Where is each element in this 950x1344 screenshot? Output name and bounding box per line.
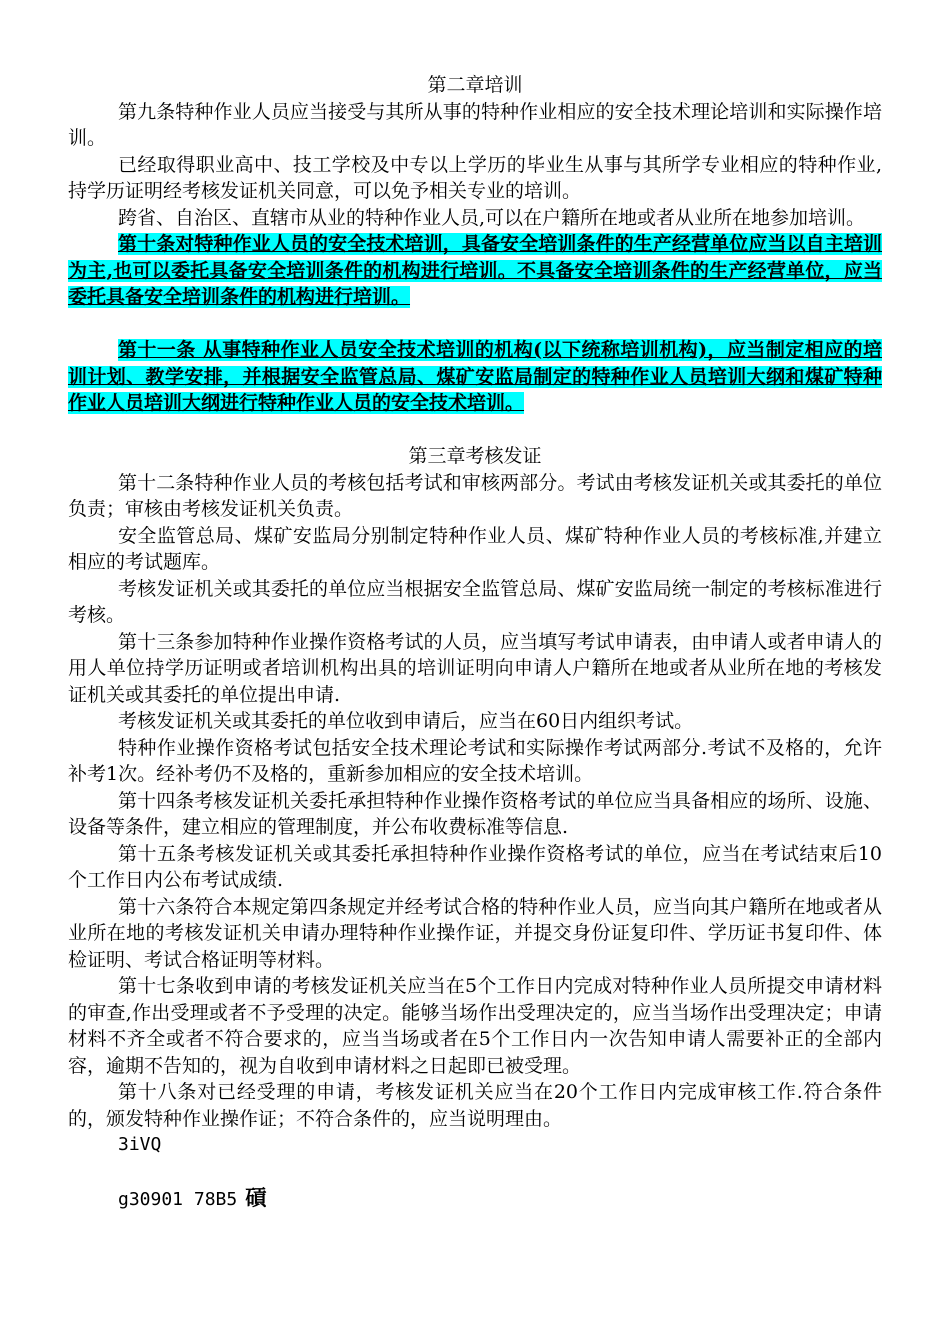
document-body	[68, 72, 882, 1214]
article-16: 第十六条符合本规定第四条规定并经考试合格的特种作业人员，应当向其户籍所在地或者从业所在地的考核发证机关申请办理特种作业操作证，并提交身份证复印件、学历证书复印件、体检证明、考试合格证明等材料。	[68, 895, 882, 971]
article-10-text: 第十条对特种作业人员的安全技术培训，具备安全培训条件的生产经营单位应当以自主培训为主,也可以委托具备安全培训条件的机构进行培训。不具备安全培训条件的生产经营单位，应当委托具备安全培训条件的机构进行培训。	[68, 233, 882, 308]
article-13-clause-3: 特种作业操作资格考试包括安全技术理论考试和实际操作考试两部分.考试不及格的，允许补考1次。经补考仍不及格的，重新参加相应的安全技术培训。	[68, 736, 882, 785]
article-14: 第十四条考核发证机关委托承担特种作业操作资格考试的单位应当具备相应的场所、设施、设备等条件，建立相应的管理制度，并公布收费标准等信息.	[68, 789, 882, 838]
article-10-highlighted	[68, 231, 882, 311]
article-9-clause-2: 已经取得职业高中、技工学校及中专以上学历的毕业生从事与其所学专业相应的特种作业,持学历证明经考核发证机关同意，可以免予相关专业的培训。	[68, 153, 882, 202]
blank-line	[68, 311, 882, 338]
article-11-highlighted	[68, 337, 882, 417]
footer-code-2-line	[68, 1185, 882, 1214]
article-17: 第十七条收到申请的考核发证机关应当在5个工作日内完成对特种作业人员所提交申请材料的审查,作出受理或者不予受理的决定。能够当场作出受理决定的，应当当场作出受理决定；申请材料不齐全或者不符合要求的，应当当场或者在5个工作日内一次告知申请人需要补正的全部内容，逾期不告知的，视为自收到申请材料之日起即已被受理。	[68, 975, 882, 1077]
blank-line	[68, 1159, 882, 1186]
article-9-clause-3: 跨省、自治区、直辖市从业的特种作业人员,可以在户籍所在地或者从业所在地参加培训。	[118, 206, 866, 229]
footer-glyph: 碽	[245, 1186, 267, 1210]
footer-code-2: g30901 78B5	[118, 1189, 238, 1210]
chapter-3-title: 第三章考核发证	[408, 445, 542, 467]
article-11-text: 第十一条 从事特种作业人员安全技术培训的机构(以下统称培训机构)，应当制定相应的培训计划、教学安排，并根据安全监管总局、煤矿安监局制定的特种作业人员培训大纲和煤矿特种作业人员培训大纲进行特种作业人员的安全技术培训。	[68, 339, 882, 414]
article-18: 第十八条对已经受理的申请，考核发证机关应当在20个工作日内完成审核工作.符合条件的，颁发特种作业操作证；不符合条件的，应当说明理由。	[68, 1081, 882, 1130]
article-12: 第十二条特种作业人员的考核包括考试和审核两部分。考试由考核发证机关或其委托的单位负责；审核由考核发证机关负责。	[68, 471, 882, 520]
article-12-clause-2: 安全监管总局、煤矿安监局分别制定特种作业人员、煤矿特种作业人员的考核标准,并建立相应的考试题库。	[68, 524, 882, 573]
blank-line	[68, 417, 882, 444]
article-9: 第九条特种作业人员应当接受与其所从事的特种作业相应的安全技术理论培训和实际操作培训。	[68, 100, 882, 149]
article-13: 第十三条参加特种作业操作资格考试的人员，应当填写考试申请表，由申请人或者申请人的用人单位持学历证明或者培训机构出具的培训证明向申请人户籍所在地或者从业所在地的考核发证机关或其委托的单位提出申请.	[68, 630, 882, 706]
article-13-clause-2: 考核发证机关或其委托的单位收到申请后，应当在60日内组织考试。	[118, 710, 694, 732]
article-12-clause-3: 考核发证机关或其委托的单位应当根据安全监管总局、煤矿安监局统一制定的考核标准进行考核。	[68, 577, 882, 626]
article-15: 第十五条考核发证机关或其委托承担特种作业操作资格考试的单位，应当在考试结束后10个工作日内公布考试成绩.	[68, 842, 882, 891]
footer-code-1: 3iVQ	[118, 1134, 162, 1155]
chapter-2-title: 第二章培训	[427, 74, 523, 96]
